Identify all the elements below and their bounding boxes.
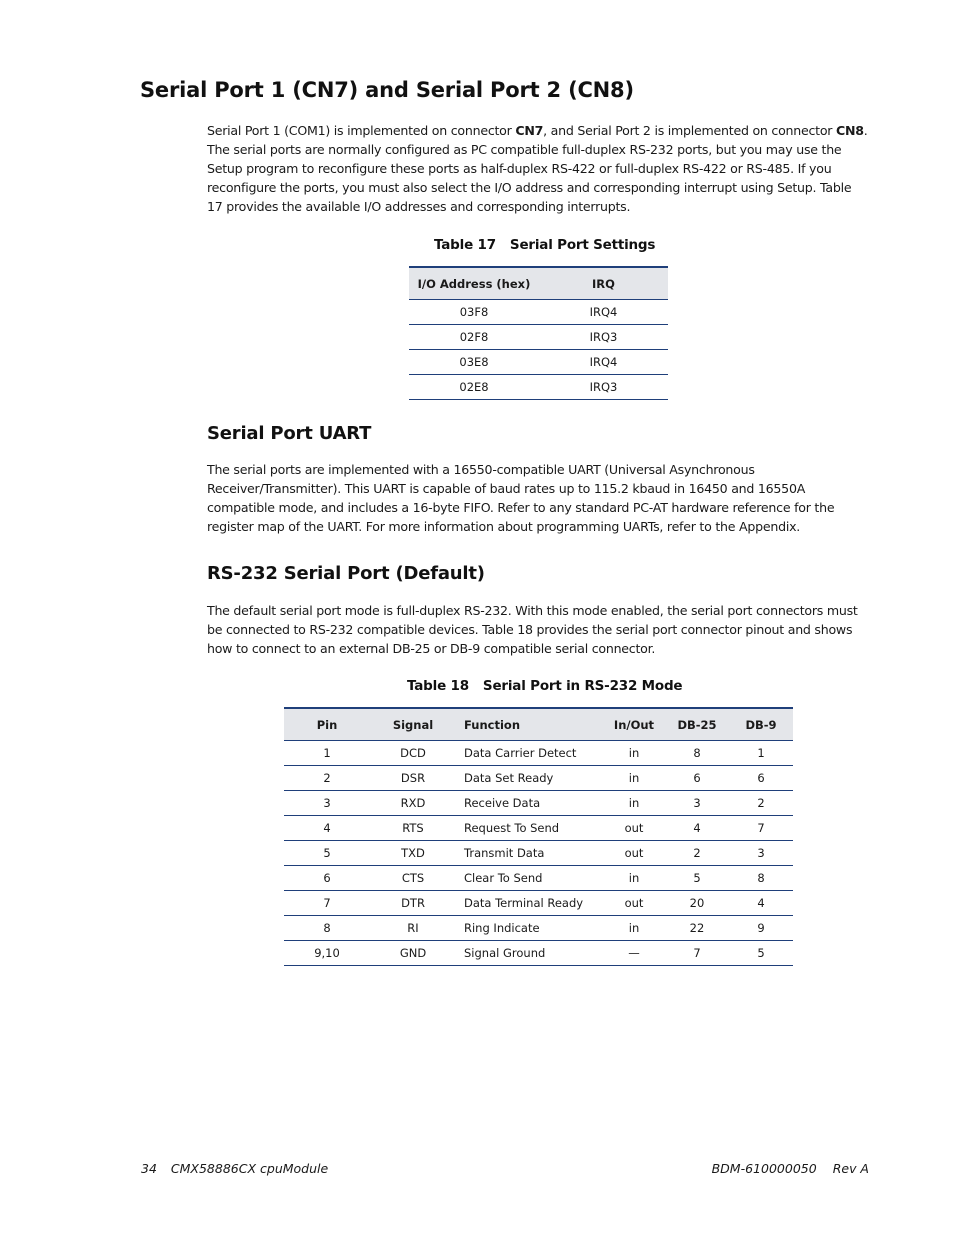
table-cell: Data Terminal Ready (456, 891, 603, 916)
table-cell: 7 (665, 941, 729, 966)
column-header: Pin (284, 708, 370, 741)
footer-left (141, 1161, 328, 1176)
table-cell: 8 (284, 916, 370, 941)
rs232-paragraph: The default serial port mode is full-duplex RS-232. With this mode enabled, the serial port connectors must be connected to RS-232 compatible devices. Table 18 provides the serial port connector pinout and shows how to connect to an external DB-25 or DB-9 compatible serial connector. (207, 603, 858, 656)
table-cell: DTR (370, 891, 456, 916)
revision: Rev A (832, 1161, 869, 1176)
table-cell: Ring Indicate (456, 916, 603, 941)
page-title: Serial Port 1 (CN7) and Serial Port 2 (CN8) (140, 78, 634, 102)
table-cell: 8 (665, 741, 729, 766)
table-cell: IRQ4 (539, 350, 668, 375)
column-header: In/Out (603, 708, 665, 741)
table-cell: 4 (665, 816, 729, 841)
page-number: 34 (141, 1161, 157, 1176)
table-cell: Data Carrier Detect (456, 741, 603, 766)
table-cell: 4 (284, 816, 370, 841)
table-cell: 3 (729, 841, 793, 866)
table-cell: 3 (665, 791, 729, 816)
table-cell: in (603, 791, 665, 816)
table-cell: in (603, 741, 665, 766)
table-row (284, 866, 793, 891)
connector-cn7: CN7 (515, 123, 544, 138)
table-cell: 02F8 (409, 325, 539, 350)
table-cell: IRQ3 (539, 375, 668, 400)
table-cell: TXD (370, 841, 456, 866)
table-row (284, 766, 793, 791)
column-header: DB-25 (665, 708, 729, 741)
document-number: BDM-610000050 (711, 1161, 817, 1176)
table-row (284, 791, 793, 816)
table-cell: 9 (729, 916, 793, 941)
table-cell: 02E8 (409, 375, 539, 400)
table-cell: 2 (729, 791, 793, 816)
table-cell: 6 (665, 766, 729, 791)
table17-serial-port-settings (409, 266, 668, 400)
table-cell: RXD (370, 791, 456, 816)
table-row (284, 816, 793, 841)
table-cell: 20 (665, 891, 729, 916)
section-heading-uart: Serial Port UART (207, 423, 372, 444)
table-cell: RI (370, 916, 456, 941)
table-cell: 2 (665, 841, 729, 866)
table-cell: IRQ3 (539, 325, 668, 350)
table-row (409, 375, 668, 400)
table-cell: Signal Ground (456, 941, 603, 966)
section-heading-rs232: RS-232 Serial Port (Default) (207, 563, 485, 584)
footer-right (712, 1161, 869, 1176)
column-header: DB-9 (729, 708, 793, 741)
table-cell: DCD (370, 741, 456, 766)
table-row (409, 350, 668, 375)
table18-body (284, 741, 793, 966)
table-cell: 7 (284, 891, 370, 916)
intro-paragraph: Serial Port 1 (COM1) is implemented on connector CN7, and Serial Port 2 is implemented on connector CN8. The serial ports are normally configured as PC compatible full-duplex RS-232 ports, but you may use the Setup program to reconfigure these ports as half-duplex RS-422 or full-duplex RS-422 or RS-485. If you reconfigure the ports, you must also select the I/O address and corresponding interrupt using Setup. Table 17 provides the available I/O addresses and corresponding interrupts. (207, 123, 868, 214)
column-header: I/O Address (hex) (409, 267, 539, 300)
table-row (284, 741, 793, 766)
table-row (284, 941, 793, 966)
table-cell: 6 (729, 766, 793, 791)
table-header-row (284, 708, 793, 741)
table-cell: in (603, 916, 665, 941)
table-cell: 7 (729, 816, 793, 841)
table-header-row (409, 267, 668, 300)
table-row (284, 916, 793, 941)
table-cell: Receive Data (456, 791, 603, 816)
table-cell: 3 (284, 791, 370, 816)
column-header: Signal (370, 708, 456, 741)
table-cell: DSR (370, 766, 456, 791)
table-cell: 4 (729, 891, 793, 916)
table-cell: 1 (729, 741, 793, 766)
table-cell: RTS (370, 816, 456, 841)
table-cell: 2 (284, 766, 370, 791)
table17-caption: Table 17 Serial Port Settings (434, 237, 656, 253)
table-cell: Clear To Send (456, 866, 603, 891)
table-cell: 1 (284, 741, 370, 766)
table-cell: 9,10 (284, 941, 370, 966)
table-row (409, 325, 668, 350)
table18-caption: Table 18 Serial Port in RS-232 Mode (407, 678, 683, 694)
table18-rs232-pinout (284, 707, 793, 966)
table-cell: IRQ4 (539, 300, 668, 325)
table-cell: Data Set Ready (456, 766, 603, 791)
table-cell: GND (370, 941, 456, 966)
table-cell: 6 (284, 866, 370, 891)
table-cell: 5 (665, 866, 729, 891)
column-header: Function (456, 708, 603, 741)
table-cell: out (603, 816, 665, 841)
product-name: CMX58886CX cpuModule (170, 1161, 329, 1176)
table-cell: 03E8 (409, 350, 539, 375)
table-cell: 22 (665, 916, 729, 941)
connector-cn8: CN8 (835, 123, 864, 138)
table-cell: 8 (729, 866, 793, 891)
table-cell: — (603, 941, 665, 966)
table-cell: 03F8 (409, 300, 539, 325)
table-row (409, 300, 668, 325)
table-cell: Transmit Data (456, 841, 603, 866)
table-cell: Request To Send (456, 816, 603, 841)
table-cell: in (603, 766, 665, 791)
table-cell: 5 (729, 941, 793, 966)
table-row (284, 841, 793, 866)
column-header: IRQ (539, 267, 668, 300)
table-cell: 5 (284, 841, 370, 866)
table-row (284, 891, 793, 916)
table-cell: out (603, 891, 665, 916)
uart-paragraph: The serial ports are implemented with a 16550-compatible UART (Universal Asynchronous Receiver/Transmitter). This UART is capable of baud rates up to 115.2 kbaud in 16450 and 16550A compatible mode, and includes a 16-byte FIFO. Refer to any standard PC-AT hardware reference for the register map of the UART. For more information about programming UARTs, refer to the Appendix. (207, 462, 835, 534)
table-cell: in (603, 866, 665, 891)
table-cell: CTS (370, 866, 456, 891)
table-cell: out (603, 841, 665, 866)
